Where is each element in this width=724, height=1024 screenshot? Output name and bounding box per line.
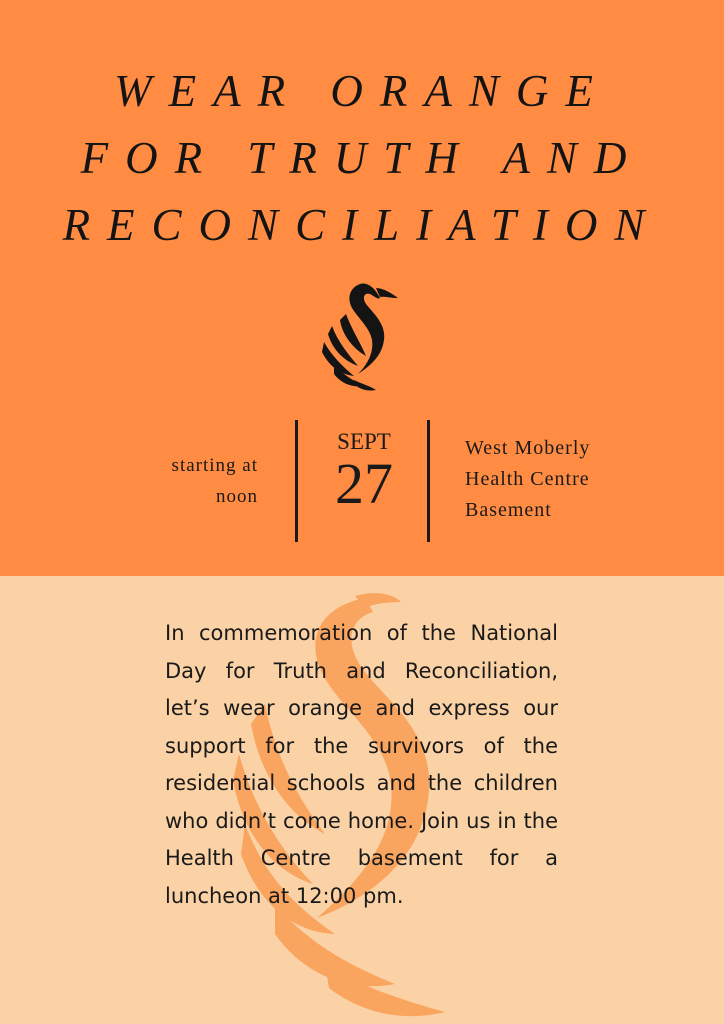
time-line: noon (216, 486, 258, 507)
swan-icon (318, 270, 408, 392)
location-line: Basement (465, 499, 552, 521)
event-month: SEPT (337, 429, 391, 454)
time-line: starting at (171, 455, 258, 476)
location-line: West Moberly (465, 437, 591, 459)
event-day: 27 (335, 451, 393, 516)
title-line: WEAR ORANGE (114, 66, 610, 116)
event-time (172, 450, 258, 512)
event-location (465, 433, 590, 526)
left-divider (295, 420, 298, 542)
description-paragraph: In commemoration of the National Day for Truth and Reconciliation, let’s wear orange and express our support for the survivors of the residential schools and the children who didn’t come home. Join us in the Health Centre basement for a luncheon at 12:00 pm. (165, 621, 558, 908)
poster-title (0, 58, 724, 259)
location-line: Health Centre (465, 468, 590, 490)
title-line: FOR TRUTH AND (80, 133, 644, 183)
description-section (0, 576, 724, 1024)
right-divider (427, 420, 430, 542)
title-line: RECONCILIATION (62, 200, 662, 250)
